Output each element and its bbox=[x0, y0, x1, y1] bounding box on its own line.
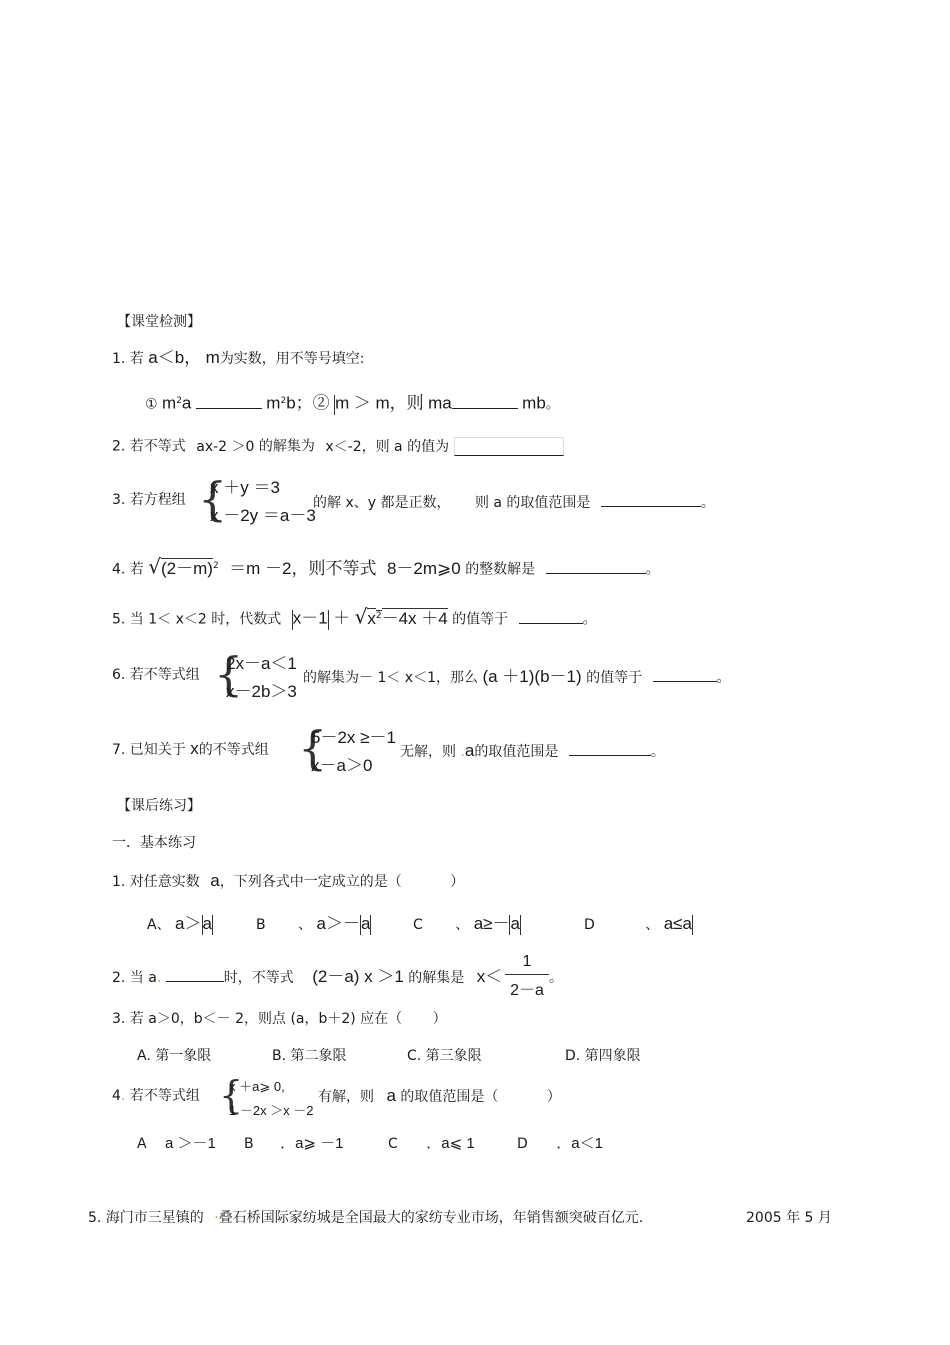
question-7-number bbox=[112, 740, 269, 759]
p1-d-expr: a≤ bbox=[663, 914, 683, 933]
q1-blank-1[interactable] bbox=[196, 393, 262, 409]
q5-blank[interactable] bbox=[519, 608, 583, 624]
q2-inequality: ax-2 ＞0 bbox=[196, 438, 255, 455]
q1-abs-m: m bbox=[335, 393, 350, 413]
q1-m: m bbox=[205, 348, 220, 367]
q3-system bbox=[210, 477, 316, 527]
p4-b-expr: ．a⩾ －1 bbox=[280, 1135, 344, 1152]
q6-eq1: 2x－a＜1 bbox=[226, 654, 297, 673]
section-heading-after-class: 【课后练习】 bbox=[117, 798, 201, 814]
q1-m2b-b: b；② bbox=[286, 393, 330, 413]
q3-rest2: 则 a 的取值范围是 bbox=[474, 495, 591, 511]
p4-d-expr: ．a＜1 bbox=[556, 1135, 603, 1152]
p1-a: a bbox=[210, 871, 220, 890]
p1-c-expr: a≥－ bbox=[473, 914, 510, 933]
question-5 bbox=[112, 604, 597, 630]
q7-rest: 的不等式组 bbox=[198, 742, 269, 758]
q3-eq1: x ＋y ＝3 bbox=[210, 478, 280, 497]
q7-brace: { bbox=[298, 721, 328, 775]
p1-a-abs: a bbox=[202, 914, 212, 933]
q7-a: a bbox=[464, 741, 475, 760]
p2-blank[interactable] bbox=[166, 966, 224, 982]
p1-rest: ，下列各式中一定成立的是（ bbox=[219, 874, 402, 890]
q6-end: 。 bbox=[716, 670, 731, 686]
q4-end: 。 bbox=[645, 561, 660, 578]
practice-2: 2. 当 a. 时，不等式 (2－a) x ＞1 的解集是 x＜ bbox=[112, 967, 503, 986]
p4-option-b[interactable] bbox=[244, 1135, 343, 1153]
p4-a-label: A bbox=[137, 1136, 147, 1152]
q3-end: 。 bbox=[700, 495, 715, 511]
p4-system bbox=[229, 1079, 314, 1119]
q5-radicand-x: x bbox=[367, 608, 376, 628]
p3-option-a[interactable]: A. 第一象限 bbox=[137, 1048, 212, 1064]
question-6-rest bbox=[303, 666, 731, 687]
q1-circle-1: ① bbox=[145, 396, 158, 413]
p5-text2: 叠石桥国际家纺城是全国最大的家纺专业市场，年销售额突破百亿元. bbox=[218, 1210, 644, 1226]
p1-b-expr: a＞－ bbox=[316, 914, 360, 933]
sqrt-icon: √ bbox=[148, 554, 162, 579]
p2-rest: 时，不等式 bbox=[223, 970, 294, 986]
p4-c-expr: ．a⩽ 1 bbox=[426, 1135, 475, 1152]
q5-plus: ＋ bbox=[333, 608, 351, 628]
q5-exponent: 2 bbox=[375, 611, 382, 621]
q5-end: 。 bbox=[582, 611, 597, 628]
p4-brace: { bbox=[219, 1073, 244, 1117]
q4-number: 4. 若 bbox=[112, 561, 144, 578]
p2-inequality: (2－a) x ＞1 bbox=[312, 967, 404, 986]
p5-text: 5. 海门市三星镇的 bbox=[88, 1210, 204, 1226]
question-6-number: 6. 若不等式组 bbox=[112, 667, 200, 683]
question-3-number: 3. 若方程组 bbox=[112, 492, 186, 508]
practice-1-option-a[interactable] bbox=[147, 915, 213, 935]
q7-number: 7. 已知关于 bbox=[112, 742, 186, 758]
section-heading-classroom: 【课堂检测】 bbox=[117, 314, 201, 330]
q6-eq2: x－2b＞3 bbox=[226, 682, 297, 701]
p4-text: 若不等式组 bbox=[125, 1088, 200, 1104]
q6-brace: { bbox=[214, 647, 244, 701]
q1-m2a-a: a bbox=[181, 393, 192, 413]
q2-mid: 的解集为 bbox=[258, 438, 315, 455]
q6-blank[interactable] bbox=[653, 666, 717, 682]
q7-eq2: x－a＞0 bbox=[311, 756, 373, 775]
p3-option-d[interactable]: D. 第四象限 bbox=[565, 1048, 641, 1064]
section-heading-basic: 一．基本练习 bbox=[112, 835, 196, 851]
q1-number: 1. 若 bbox=[112, 351, 144, 367]
p1-d-label: D bbox=[584, 917, 595, 933]
p2-x: x＜ bbox=[476, 967, 503, 986]
question-1-parts: ① $m^2a$ $m^2b$；② m ＞ m，则 ma mb。 bbox=[145, 393, 560, 413]
p3-option-c[interactable]: C. 第三象限 bbox=[407, 1048, 482, 1064]
q4-inequality: 8－2m⩾0 bbox=[386, 558, 461, 578]
practice-1-option-b[interactable] bbox=[256, 915, 371, 935]
q1-m2a-m: m bbox=[162, 393, 177, 413]
q2-solution: x＜-2，则 a 的值为 bbox=[325, 438, 450, 455]
q6-expression: (a ＋1)(b－1) bbox=[482, 667, 582, 686]
p4-option-d[interactable] bbox=[517, 1135, 603, 1153]
q5-number: 5. 当 1＜ x＜2 时，代数式 bbox=[112, 611, 282, 628]
p1-c-abs: a bbox=[510, 914, 520, 933]
q4-rest: 的整数解是 bbox=[465, 561, 536, 578]
q7-eq1: 5－2x ≥－1 bbox=[311, 728, 396, 747]
p4-c-label: C bbox=[388, 1136, 398, 1152]
p4-eq1: x ＋a⩾ 0, bbox=[229, 1079, 285, 1094]
p3-option-b[interactable]: B. 第二象限 bbox=[272, 1048, 347, 1064]
p1-c-sep: 、 bbox=[455, 917, 470, 933]
q3-rest: 的解 x、y 都是正数， bbox=[313, 495, 451, 511]
q7-system bbox=[311, 727, 396, 777]
q7-rest3: 的取值范围是 bbox=[474, 744, 559, 760]
p5-date: 2005 年 5 月 bbox=[746, 1210, 832, 1226]
q4-equation: ＝m －2，则不等式 bbox=[229, 558, 377, 578]
p4-eq2: 1 －2x ＞x －2 bbox=[229, 1103, 314, 1118]
q6-system bbox=[226, 653, 297, 703]
q1-rest: 为实数，用不等号填空: bbox=[219, 351, 365, 367]
q6-rest2: 的值等于 bbox=[586, 670, 643, 686]
p4-option-a[interactable] bbox=[137, 1135, 216, 1153]
q4-exponent: 2 bbox=[212, 561, 219, 571]
p2-rest2: 的解集是 bbox=[408, 970, 465, 986]
p4-a: a bbox=[386, 1086, 396, 1105]
q7-end: 。 bbox=[650, 744, 665, 760]
question-2 bbox=[112, 437, 564, 456]
q3-brace: { bbox=[198, 472, 228, 526]
q1-end: 。 bbox=[545, 396, 560, 413]
question-7-rest: 无解，则 .a的取值范围是 。 bbox=[400, 741, 665, 760]
p2-end: 。 bbox=[549, 970, 563, 986]
p2-numerator: 1 bbox=[522, 953, 532, 970]
q1-ma: ma bbox=[428, 393, 452, 413]
q1-m2b-m: m bbox=[266, 393, 281, 413]
q5-abs: x－1 bbox=[292, 608, 328, 628]
q7-blank[interactable] bbox=[569, 740, 651, 756]
practice-4 bbox=[112, 1087, 200, 1105]
p5-mark: · bbox=[214, 1210, 219, 1226]
p1-d-abs: a bbox=[682, 914, 692, 933]
q1-blank-2[interactable] bbox=[452, 393, 518, 409]
q3-eq2: x －2y ＝a－3 bbox=[210, 506, 316, 525]
p1-b-abs: a bbox=[360, 914, 371, 933]
p4-rest2: 的取值范围是（ bbox=[400, 1089, 499, 1105]
q1-mb: mb bbox=[522, 393, 546, 413]
q1-condition: a＜b， bbox=[148, 348, 202, 367]
p1-a-label: A、 bbox=[147, 917, 171, 933]
practice-4-rest bbox=[318, 1087, 561, 1106]
q5-radicand-rest: －4x ＋4 bbox=[381, 608, 448, 628]
practice-5 bbox=[88, 1209, 643, 1227]
p2-denominator: 2－a bbox=[505, 974, 549, 1000]
p4-a-expr: a ＞－1 bbox=[165, 1135, 216, 1152]
p2-text: 2. 当 a bbox=[112, 970, 157, 986]
p1-close: ） bbox=[450, 874, 465, 890]
question-3-rest bbox=[313, 491, 715, 512]
q3-blank[interactable] bbox=[601, 491, 701, 507]
p2-fraction bbox=[505, 953, 549, 1000]
p4-option-c[interactable] bbox=[388, 1135, 475, 1153]
q7-rest2: 无解，则 bbox=[400, 744, 456, 760]
q5-rest: 的值等于 bbox=[452, 611, 509, 628]
p1-d-sep: 、 bbox=[645, 917, 660, 933]
p3-text: 3. 若 a＞0，b＜－ 2，则点 (a，b＋2) 应在（ bbox=[112, 1011, 403, 1027]
sqrt-icon: √ bbox=[354, 604, 368, 629]
q2-answer-blank[interactable] bbox=[454, 437, 564, 456]
p3-close: ） bbox=[432, 1011, 447, 1027]
p1-b-sep: 、 bbox=[298, 917, 313, 933]
practice-1-option-c[interactable] bbox=[413, 915, 521, 935]
p4-number: 4 bbox=[112, 1088, 121, 1104]
q4-radicand: (2－m) bbox=[161, 558, 213, 578]
q6-rest: 的解集为－ 1＜ x＜1，那么 bbox=[303, 670, 478, 686]
q7-x: x bbox=[190, 739, 199, 758]
q2-text: 2. 若不等式 bbox=[112, 438, 186, 455]
p4-d-label: D bbox=[517, 1136, 528, 1152]
practice-1-option-d[interactable] bbox=[584, 915, 693, 935]
p4-rest: 有解，则 bbox=[318, 1089, 374, 1105]
p4-dot: . bbox=[120, 1088, 126, 1104]
practice-3 bbox=[112, 1010, 447, 1028]
p1-b-label: B bbox=[256, 917, 266, 933]
p1-text: 1. 对任意实数 bbox=[112, 874, 200, 890]
p4-close: ） bbox=[546, 1089, 561, 1105]
q4-blank[interactable] bbox=[546, 558, 646, 574]
p4-b-label: B bbox=[244, 1136, 254, 1152]
question-4 bbox=[112, 554, 660, 579]
question-1 bbox=[112, 349, 365, 368]
practice-1 bbox=[112, 872, 464, 891]
q1-gt-m: ＞ m，则 bbox=[353, 393, 424, 413]
p1-a-expr: a＞ bbox=[175, 914, 202, 933]
p1-c-label: C bbox=[413, 917, 423, 933]
